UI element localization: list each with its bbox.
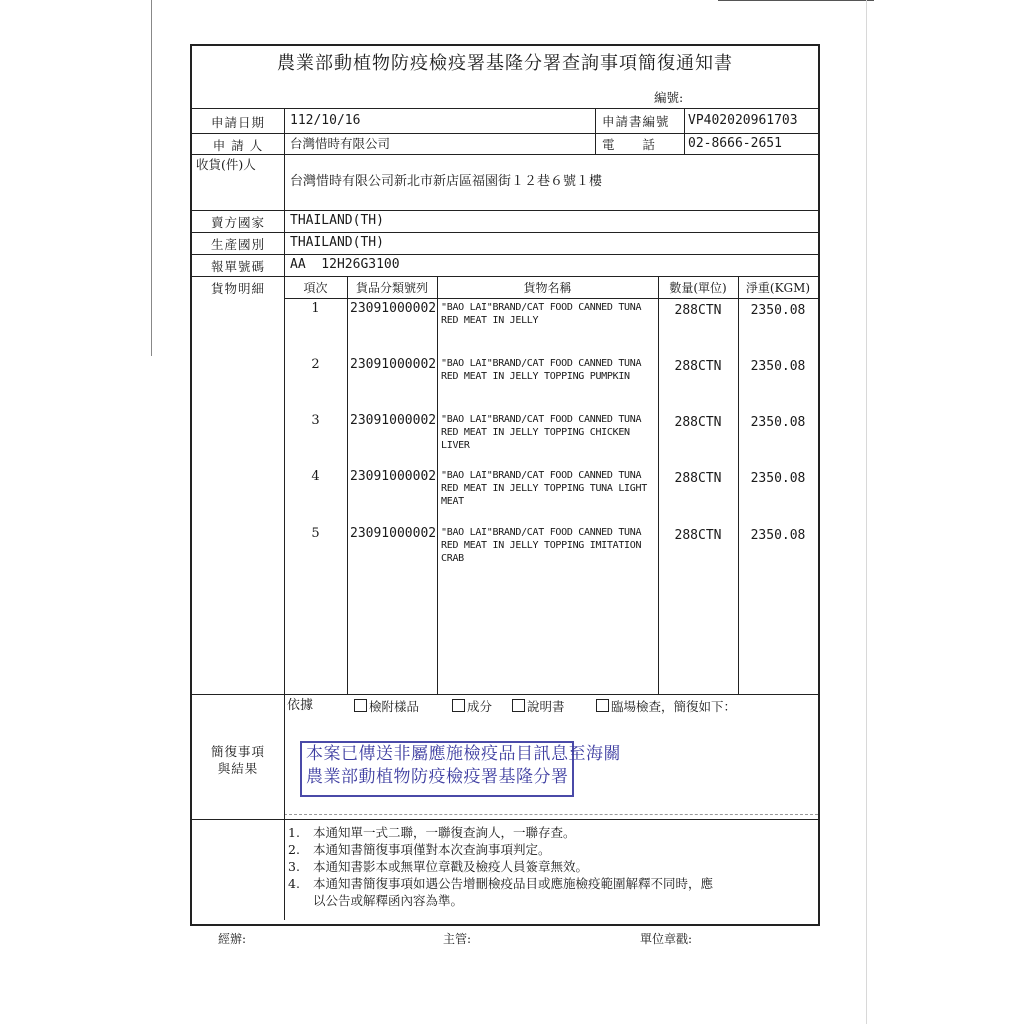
stamp-line2: 農業部動植物防疫檢疫署基隆分署 [306,767,569,787]
col-header-quantity: 數量(單位) [669,281,727,295]
notice-form [190,44,820,926]
apply-date-label: 申請日期 [210,115,265,130]
row-quantity: 288CTN [674,303,722,318]
origin-country-label: 生產國別 [210,237,265,252]
col-header-description: 貨物名稱 [523,281,572,295]
applicant-value: 台灣惜時有限公司 [290,136,391,151]
supervisor-label: 主管: [443,932,472,946]
row-weight: 2350.08 [750,303,806,318]
note-item: 4. 本通知書簡復事項如遇公告增刪檢疫品目或應施檢疫範圍解釋不同時，應 [288,876,714,891]
row-quantity: 288CTN [674,415,722,430]
note-item: 3. 本通知書影本或無單位章戳及檢疫人員簽章無效。 [288,859,589,874]
row-desc-line3: LIVER [441,440,470,451]
col-header-item: 項次 [303,281,328,295]
row-desc-line2: RED MEAT IN JELLY TOPPING TUNA LIGHT [441,483,647,494]
row-code: 23091000002 [350,357,437,372]
document-title: 農業部動植物防疫檢疫署基隆分署查詢事項簡復通知書 [277,53,733,74]
option-inspection: 臨場檢查，簡復如下： [596,699,736,715]
row-code: 23091000002 [350,413,437,428]
row-desc-line2: RED MEAT IN JELLY TOPPING IMITATION [441,540,642,551]
row-item-no: 4 [311,469,320,484]
phone-value: 02-8666-2651 [688,136,782,151]
row-weight: 2350.08 [750,415,806,430]
note-item: 1. 本通知單一式二聯，一聯復查詢人，一聯存查。 [288,825,576,840]
declaration-no-value: AA 12H26G3100 [290,257,400,272]
scan-edge-right [866,0,867,1024]
ingredients-checkbox [452,699,465,712]
consignee-label: 收貨(件)人 [196,157,256,172]
row-desc-line2: RED MEAT IN JELLY TOPPING PUMPKIN [441,371,630,382]
col-header-code: 貨品分類號列 [355,281,428,295]
application-no-value: VP402020961703 [688,113,798,128]
row-quantity: 288CTN [674,528,722,543]
col-header-weight: 淨重(KGM) [745,281,811,295]
seller-country-value: THAILAND(TH) [290,213,384,228]
row-quantity: 288CTN [674,471,722,486]
serial-label: 編號: [654,90,684,105]
row-weight: 2350.08 [750,471,806,486]
row-weight: 2350.08 [750,528,806,543]
scan-edge-left [151,0,152,356]
row-desc-line1: "BAO LAI"BRAND/CAT FOOD CANNED TUNA [441,358,642,369]
row-desc-line2: RED MEAT IN JELLY [441,315,539,326]
row-code: 23091000002 [350,469,437,484]
row-item-no: 3 [311,413,320,428]
option-manual: 說明書 [512,699,565,715]
handler-label: 經辦: [218,932,247,946]
official-stamp [300,741,621,797]
row-item-no: 1 [311,301,320,316]
phone-label: 電 話 [602,137,655,152]
note-item: 以公告或解釋函內容為準。 [313,893,464,908]
apply-date-value: 112/10/16 [290,113,361,128]
goods-detail-label: 貨物明細 [210,281,265,296]
applicant-label: 申 請 人 [212,138,264,153]
manual-checkbox [512,699,525,712]
basis-label: 依據 [287,698,314,713]
row-item-no: 2 [311,357,320,372]
row-weight: 2350.08 [750,359,806,374]
reply-label-line1: 簡復事項 [210,744,265,759]
row-item-no: 5 [311,526,320,541]
option-ingredients: 成分 [452,699,492,715]
row-desc-line1: "BAO LAI"BRAND/CAT FOOD CANNED TUNA [441,527,642,538]
inspection-checkbox [596,699,609,712]
seller-country-label: 賣方國家 [210,215,265,230]
row-desc-line3: MEAT [441,496,464,507]
sample-checkbox [354,699,367,712]
row-desc-line2: RED MEAT IN JELLY TOPPING CHICKEN [441,427,630,438]
row-code: 23091000002 [350,301,437,316]
origin-country-value: THAILAND(TH) [290,235,384,250]
unit-seal-label: 單位章戳: [640,932,693,946]
row-desc-line1: "BAO LAI"BRAND/CAT FOOD CANNED TUNA [441,302,642,313]
reply-label-line2: 與結果 [217,761,259,776]
row-desc-line1: "BAO LAI"BRAND/CAT FOOD CANNED TUNA [441,414,642,425]
consignee-value: 台灣惜時有限公司新北市新店區福園街１２巷６號１樓 [290,174,603,189]
note-item: 2. 本通知書簡復事項僅對本次查詢事項判定。 [288,842,551,857]
row-desc-line1: "BAO LAI"BRAND/CAT FOOD CANNED TUNA [441,470,642,481]
option-sample: 檢附樣品 [354,699,419,715]
declaration-no-label: 報單號碼 [210,259,265,274]
stamp-line1: 本案已傳送非屬應施檢疫品目訊息至海關 [306,744,621,764]
application-no-label: 申請書編號 [602,114,670,129]
scan-edge-top [718,0,874,1]
row-code: 23091000002 [350,526,437,541]
row-desc-line3: CRAB [441,553,464,564]
row-quantity: 288CTN [674,359,722,374]
